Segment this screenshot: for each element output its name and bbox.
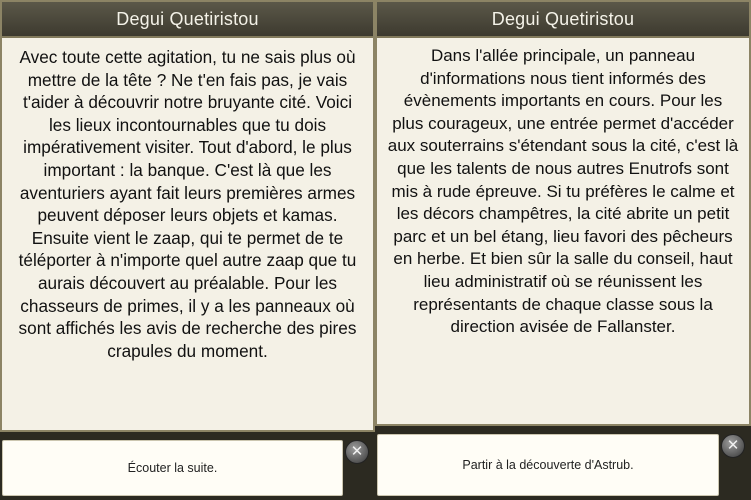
npc-dialog-text: Dans l'allée principale, un panneau d'informations nous tient informés des évènements importants en cours. Pour les plus courageux, une entrée permet d'accéder aux souterrains s'étendant sous la cité, c'est là que les talents de nous autres Enutrofs sont mis à rude épreuve. Si tu préfères le calme et les décors champêtres, la cité abrite un petit parc et un bel étang, lieu favori des pêcheurs en herbe. Et bien sûr la salle du conseil, haut lieu administratif où se réunissent les représentants de chaque classe sous la direction avisée de Fallanster. [387,46,739,337]
response-option-button[interactable]: Écouter la suite. [2,440,343,496]
dialog-panel-right [375,0,751,500]
npc-name-title: Degui Quetiristou [2,2,373,38]
dialog-panel-left [0,0,375,500]
npc-name-title: Degui Quetiristou [377,2,749,38]
dialog-box [375,0,751,426]
response-option-button[interactable]: Partir à la découverte d'Astrub. [377,434,719,496]
response-area [0,432,375,500]
dialog-box [0,0,375,432]
close-icon[interactable]: ✕ [345,440,369,464]
npc-dialog-text: Avec toute cette agitation, tu ne sais plus où mettre de la tête ? Ne t'en fais pas, je vais t'aider à découvrir notre bruyante cité. Voici les lieux incontournables que tu dois impérativement visiter. Tout d'abord, le plus important : la banque. C'est là que les aventuriers ayant fait leurs premières armes peuvent déposer leurs objets et kamas. Ensuite vient le zaap, qui te permet de te téléporter à n'importe quel autre zaap que tu aurais découvert au préalable. Pour les chasseurs de primes, il y a les panneaux où sont affichés les avis de recherche des pires crapules du moment. [18,47,357,361]
response-area [375,426,751,500]
close-icon[interactable]: ✕ [721,434,745,458]
